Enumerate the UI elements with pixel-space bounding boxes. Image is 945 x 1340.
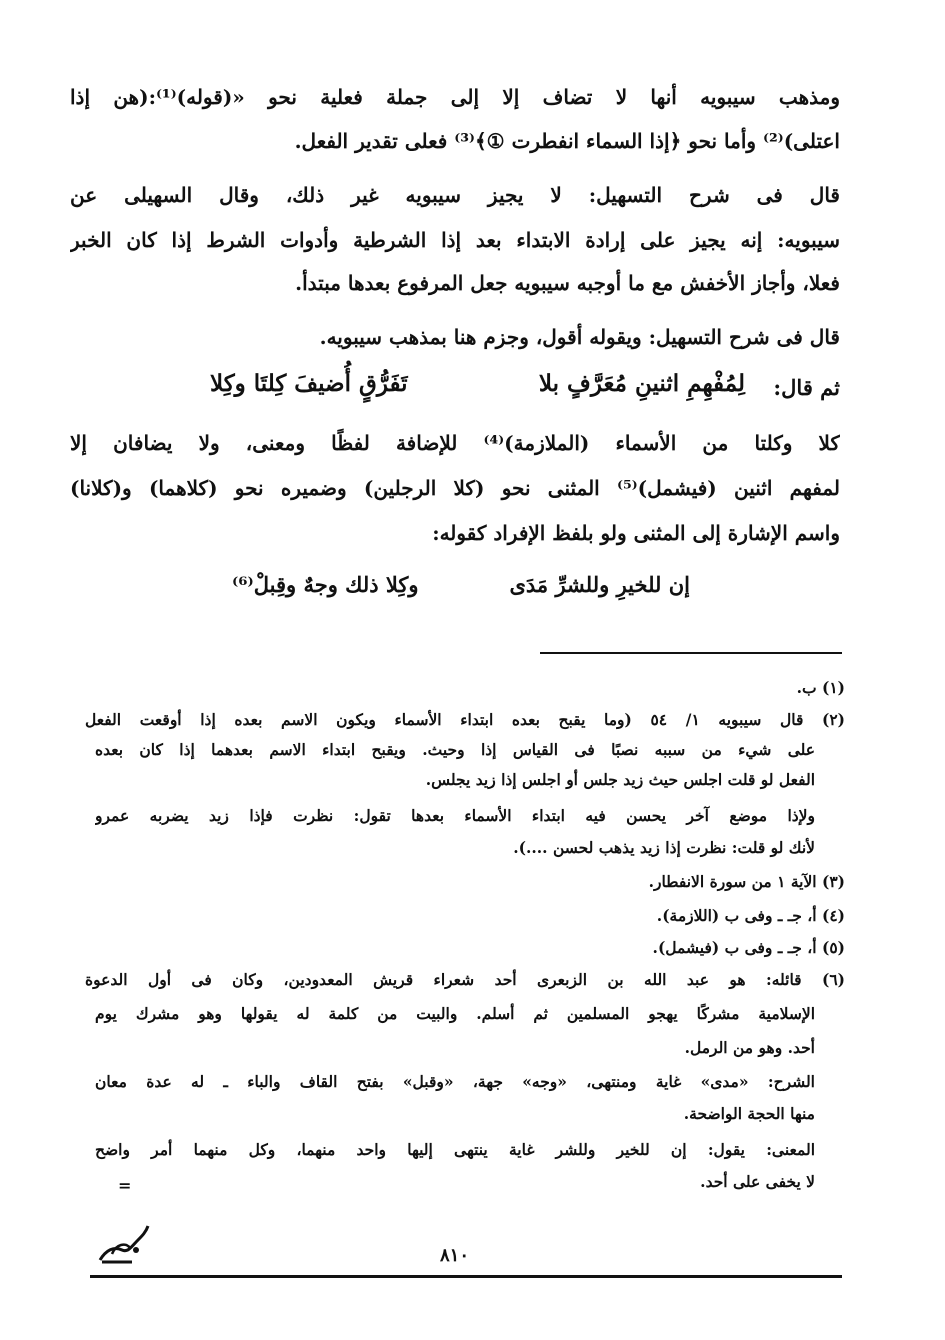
body-line-4: سيبويه: إنه يجيز على إرادة الابتداء بعد إذا الشرطية وأدوات الشرط إذا كان الخبر — [70, 228, 840, 252]
footnote-6-line-4: الشرح: «مدى» غاية ومنتهى، «وجه» جهة، «وقبل» بفتح القاف والباء ـ له عدة معان — [95, 1072, 815, 1091]
continuation-mark: = — [118, 1176, 132, 1195]
footnote-separator — [540, 652, 842, 654]
body-line-3: قال فى شرح التسهيل: لا يجيز سيبويه غير ذلك، وقال السهيلى عن — [70, 183, 840, 207]
footnote-2-line-2: على شيء من سببه نصبًا فى القياس إذا وحيث. ويقبح ابتداء الاسم بعدهما إذا كان بعده — [95, 740, 815, 759]
footnote-6-line-3: أحد. وهو من الرمل. — [684, 1038, 815, 1057]
footnote-2-line-4: ولإذا موضع آخر يحسن فيه ابتداء الأسماء بعدها تقول: نظرت فإذا زيد يضربه عمرو — [95, 806, 815, 825]
footnote-6-line-2: الإسلامية مشركًا يهجو المسلمين ثم أسلم. والبيت من كلمة له يقولها وهو مشرك يوم — [95, 1004, 815, 1023]
verse2-first-hemistich: إن للخيرِ وللشرِّ مَدَى — [509, 572, 690, 597]
body-line-8: لمفهم اثنين (فيشمل)⁽⁵⁾ المثنى نحو (كلا الرجلين) وضميره نحو (كلاهما) و(كلانا) — [70, 476, 840, 500]
footnote-3: (٣) الآية ١ من سورة الانفطار. — [648, 872, 845, 891]
footnote-2-line-3: الفعل لو قلت اجلس حيث زيد جلس أو اجلس إذا زيد يجلس. — [425, 770, 815, 789]
footnote-1: (١) ب. — [796, 678, 845, 697]
body-line-7: كلا وكلتا من الأسماء (الملازمة)⁽⁴⁾ للإضافة لفظًا ومعنى، ولا يضافان إلا — [70, 431, 840, 455]
verse1-first-hemistich: لِمُفْهِمِ اثنينِ مُعَرَّفٍ بلا — [538, 370, 745, 397]
footnote-6-line-1: (٦) قائله: هو عبد الله بن الزبعرى أحد شعراء قريش المعدودين، وكان فى أول الدعوة — [85, 970, 845, 989]
body-line-1: ومذهب سيبويه أنها لا تضاف إلا إلى جملة فعلية نحو «(قوله)⁽¹⁾:(هن إذا — [70, 85, 840, 109]
footnote-2-line-5: لأنك لو قلت: نظرت إذا زيد يذهب لحسن ....). — [513, 838, 815, 857]
footnote-6-line-5: منها الحجة الواضحة. — [683, 1104, 815, 1123]
body-line-2: اعتلى)⁽²⁾ وأما نحو ﴿إذا السماء انفطرت ①﴾⁽³⁾ فعلى تقدير الفعل. — [294, 129, 840, 153]
body-line-9: واسم الإشارة إلى المثنى ولو بلفظ الإفراد كقوله: — [432, 521, 840, 545]
body-line-6: قال فى شرح التسهيل: ويقوله أقول، وجزم هنا بمذهب سيبويه. — [319, 325, 840, 349]
bottom-rule — [90, 1275, 842, 1278]
body-line-5: فعلا، وأجاز الأخفش مع ما أوجبه سيبويه جعل المرفوع بعدها مبتدأ. — [295, 271, 840, 295]
footnote-5: (٥) أ، جـ ـ وفى ب (فيشمل). — [652, 938, 845, 957]
publisher-logo-icon — [92, 1220, 152, 1268]
footnote-6-line-7: لا يخفى على أحد. — [700, 1172, 815, 1191]
verse1-second-hemistich: تَفَرُّقٍ أُضيفَ كِلتَا وكِلا — [210, 370, 408, 397]
verse2-second-hemistich: وكِلا ذلك وجهٌ وقِبلْ⁽⁶⁾ — [232, 572, 419, 597]
footnote-2-line-1: (٢) قال سيبويه ١/ ٥٤ (وما يقبح بعده ابتداء الأسماء ويكون الاسم بعده إذا أوقعت الفعل — [85, 710, 845, 729]
footnote-4: (٤) أ، جـ ـ وفى ب (اللازمة). — [656, 906, 845, 925]
page-number: ٨١٠ — [440, 1245, 470, 1266]
verse1-intro: ثم قال: — [773, 375, 840, 400]
footnote-6-line-6: المعنى: يقول: إن للخير وللشر غاية ينتهى إليها واحد منهما، وكل منهما أمر واضح — [95, 1140, 815, 1159]
